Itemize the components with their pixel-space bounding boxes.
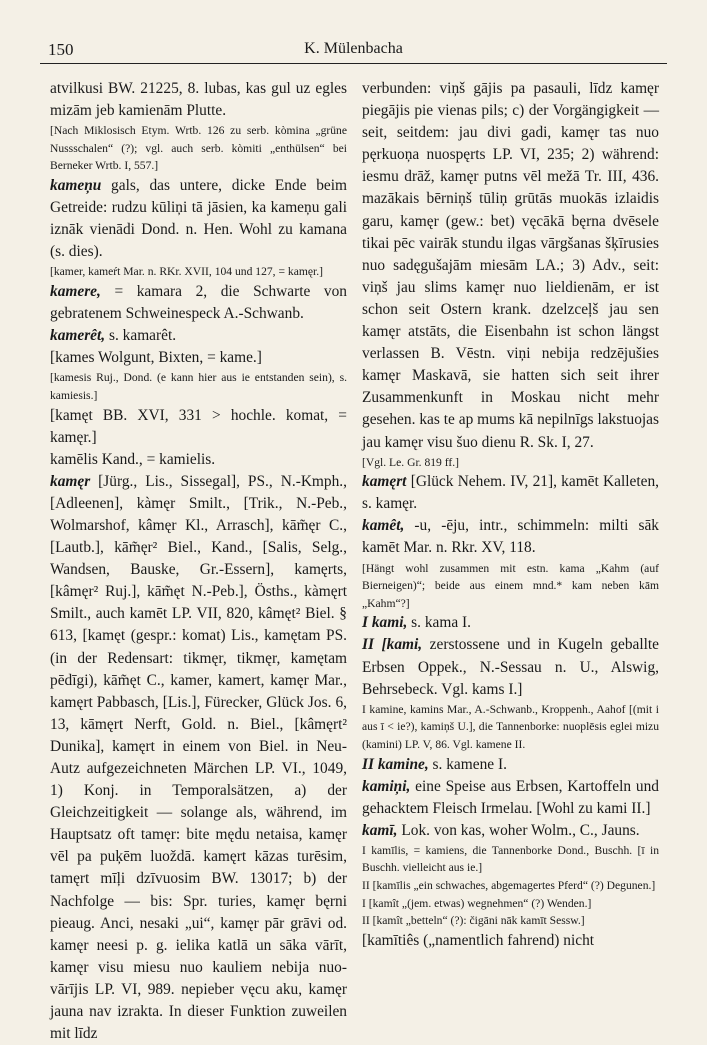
entry-headword: kamerêt, <box>50 327 106 345</box>
entry-headword: kameņu <box>50 176 102 194</box>
paragraph: verbunden: viņš gājis pa pasauli, līdz kamęr piegājis pie vienas pils; c) der Vorgängigkeit — seit, seitdem: jau divi gadi, kamęr tas nuo pęrkuoņa nuospęrts LP. VI, 235; 2) während: iesmu drāž, kamęr putns vēl mežā Tr. III, 436. mazākais bērniņš tūliņ grūtās muokās izlaidis garu, kamęr (gew.: bet) vęcākā bęrna dvēsele tikai pēc vairāk stundu ilgas vārgšanas šķīrusies nuo sadęgušajām miesām LA.; 3) Adv., seit: viņš jau slims kamęr nuo lieldienām, er ist schon seit Ostern krank. dzelzceļš jau sen kamęr atstāts, die Eisenbahn ist schon längst verlassen B. Vēstn. viņi nebija redzējušies kamęr Maskavā, sie hatten sich seit ihrer Zusammenkunft in Moskau nicht mehr gesehen. kas te ap mums kā nepilnīgs lakstuojas jau kamęr visu šuo dienu R. Sk. I, 27. <box>362 80 659 451</box>
entry-headword: II [kami, <box>362 636 423 654</box>
dictionary-entry <box>362 820 659 842</box>
paragraph: [kamęt BB. XVI, 331 > hochle. komat, = kamęr.] <box>50 406 347 446</box>
paragraph: kamēlis Kand., = kamielis. <box>50 450 216 468</box>
entry-headword: kamere, <box>50 282 101 300</box>
entry-headword: I kami, <box>362 614 408 632</box>
paragraph: [Nach Miklosisch Etym. Wrtb. 126 zu serb. kòmina „grüne Nussschalen“ (?); vgl. auch serb. kòmiti „enthülsen“ bei Berneker Wrtb. I, 557.] <box>50 124 347 173</box>
entry-text: zerstossene und in Kugeln geballte Erbsen Oppek., N.-Sessau n. U., Alswig, Behrsebeck. Vgl. kams I.] <box>362 636 660 698</box>
entry-headword: kamêt, <box>362 517 405 535</box>
paragraph: I kamīlis, = kamiens, die Tannenborke Dond., Buschh. [ī in Buschh. vielleicht aus ie.] <box>362 843 659 875</box>
paragraph: [kames Wolgunt, Bixten, = kame.] <box>50 349 262 367</box>
paragraph: [kamītiês („namentlich fahrend) nicht <box>362 931 595 949</box>
paragraph: [kamer, kameŕt Mar. n. RKr. XVII, 104 und 127, = kamęr.] <box>50 265 323 279</box>
entry-text: = kamara 2, die Schwarte von gebratenem Schweinespeck A.-Schwanb. <box>50 282 347 323</box>
entry-text: s. kamarêt. <box>105 327 177 345</box>
dictionary-entry <box>362 776 659 820</box>
dictionary-entry <box>362 612 659 634</box>
page-header <box>40 38 667 62</box>
right-column <box>362 78 659 952</box>
paragraph: [Hängt wohl zusammen mit estn. kama „Kahm (auf Bierneigen)“; beide aus einem mnd.* kam neben kām „Kahm“?] <box>362 561 659 610</box>
dictionary-entry <box>50 281 347 325</box>
header-rule <box>40 63 667 64</box>
dictionary-entry <box>50 175 347 263</box>
paragraph: atvilkusi BW. 21225, 8. lubas, kas gul uz egles mizām jeb kamienām Plutte. <box>50 80 347 120</box>
left-column <box>50 78 347 1045</box>
running-head: K. Mülenbacha <box>304 40 403 57</box>
entry-headword: kamiņi, <box>362 777 411 795</box>
paragraph: [Vgl. Le. Gr. 819 ff.] <box>362 455 460 469</box>
dictionary-entry <box>50 471 347 1045</box>
entry-headword: kamī, <box>362 821 398 839</box>
dictionary-entry <box>362 634 659 700</box>
dictionary-entry <box>362 754 659 776</box>
entry-headword: II kamine, <box>362 755 429 773</box>
entry-text: s. kamene I. <box>428 755 507 773</box>
dictionary-entry <box>50 325 347 347</box>
paragraph: II [kamīlis „ein schwaches, abgemagertes Pferd“ (?) Degunen.] <box>362 879 656 893</box>
page-number: 150 <box>48 40 74 59</box>
entry-text: eine Speise aus Erbsen, Kartoffeln und gehacktem Fleisch Irmelau. [Wohl zu kami II.] <box>362 777 659 817</box>
entry-text: s. kama I. <box>407 614 472 632</box>
dictionary-entry <box>362 515 659 559</box>
entry-headword: kamęr <box>50 472 91 490</box>
paragraph: I kamine, kamins Mar., A.-Schwanb., Kroppenh., Aahof [(mit i aus ī < ie?), kamiņš U.], die Tannenborke: nuoplēsis eglei mizu (kamini) LP. V, 86. Vgl. kamene II. <box>362 702 659 751</box>
entry-text: [Glück Nehem. IV, 21], kamēt Kalleten, s. kamęr. <box>362 473 659 513</box>
paragraph: I [kamît „(jem. etwas) wegnehmen“ (?) Wenden.] <box>362 896 592 910</box>
paragraph: [kamesis Ruj., Dond. (e kann hier aus ie entstanden sein), s. kamiesis.] <box>50 371 347 402</box>
entry-text: gals, das untere, dicke Ende beim Getreide: rudzu kūliņi tā jāsien, ka kameņu gali iznāk vienādi Dond. n. Hen. Wohl zu kamana (s. dies). <box>50 176 347 261</box>
entry-text: [Jürg., Lis., Sissegal], PS., N.-Kmph., [Adleenen], kàmęr Smilt., [Trik., N.-Peb., Wolmarshof, kâmęr Kl., Arrasch], kām̃ęr C., [Lautb.], kām̃ęr² Biel., Kand., [Salis, Selg., Wandsen, Bauske, Gr.-Essern], kamęrts, [kâmęr² Ruj.], kām̃ęt N.-Peb.], Ösths., kàmęrt Smilt., auch kamēt LP. VII, 820, kâmęt² Biel. § 613, [kamęt (gespr.: komat) Lis., kamętam PS. (in der Redensart: tikmęr, tikmęr, kamętam pēdīgi), kām̃ęt C., kamer, kamert, kamęr Mar., kamęrt Pabbasch, [Lis.], Fürecker, Glück Jos. 6, 13, kāmęrt Nerft, Gold. n. Biel., [kâmęrt² Dunika], kamęrt in einem von Biel. in Neu-Autz aufgezeichneten Märchen LP. VI., 1049, 1) Konj. in Temporalsätzen, a) der Gleichzeitigkeit — solange als, während, im Hauptsatz oft tamęr: bite mędu netaisa, kamęr vēl pa puķēm luoždā. kamęrt kāzas turēsim, tamęrt mīļi dzīvuosim BW. 13017; b) der Nachfolge — bis: Spr. turies, kamęr bęrni pieaug. Anci, nesaki „ui“, kamęr pār grāvi od. kamęr neesi p. g. ielika katlā un sāka vārīt, kamęr visu miesu nuo kauliem nebija nuo-vārījis LP. VI, 989. nepieber vęcu aku, kamęr jauna nav izrakta. In dieser Funktion zuweilen mit līdz <box>50 472 347 1043</box>
entry-text: Lok. von kas, woher Wolm., C., Jauns. <box>397 821 640 839</box>
entry-headword: kamęrt <box>362 473 407 491</box>
paragraph: II [kamît „betteln“ (?): čigāni nāk kamīt Sessw.] <box>362 914 585 928</box>
dictionary-entry <box>362 471 659 515</box>
entry-text: -u, -ēju, intr., schimmeln: milti sāk kamēt Mar. n. Rkr. XV, 118. <box>362 517 659 557</box>
